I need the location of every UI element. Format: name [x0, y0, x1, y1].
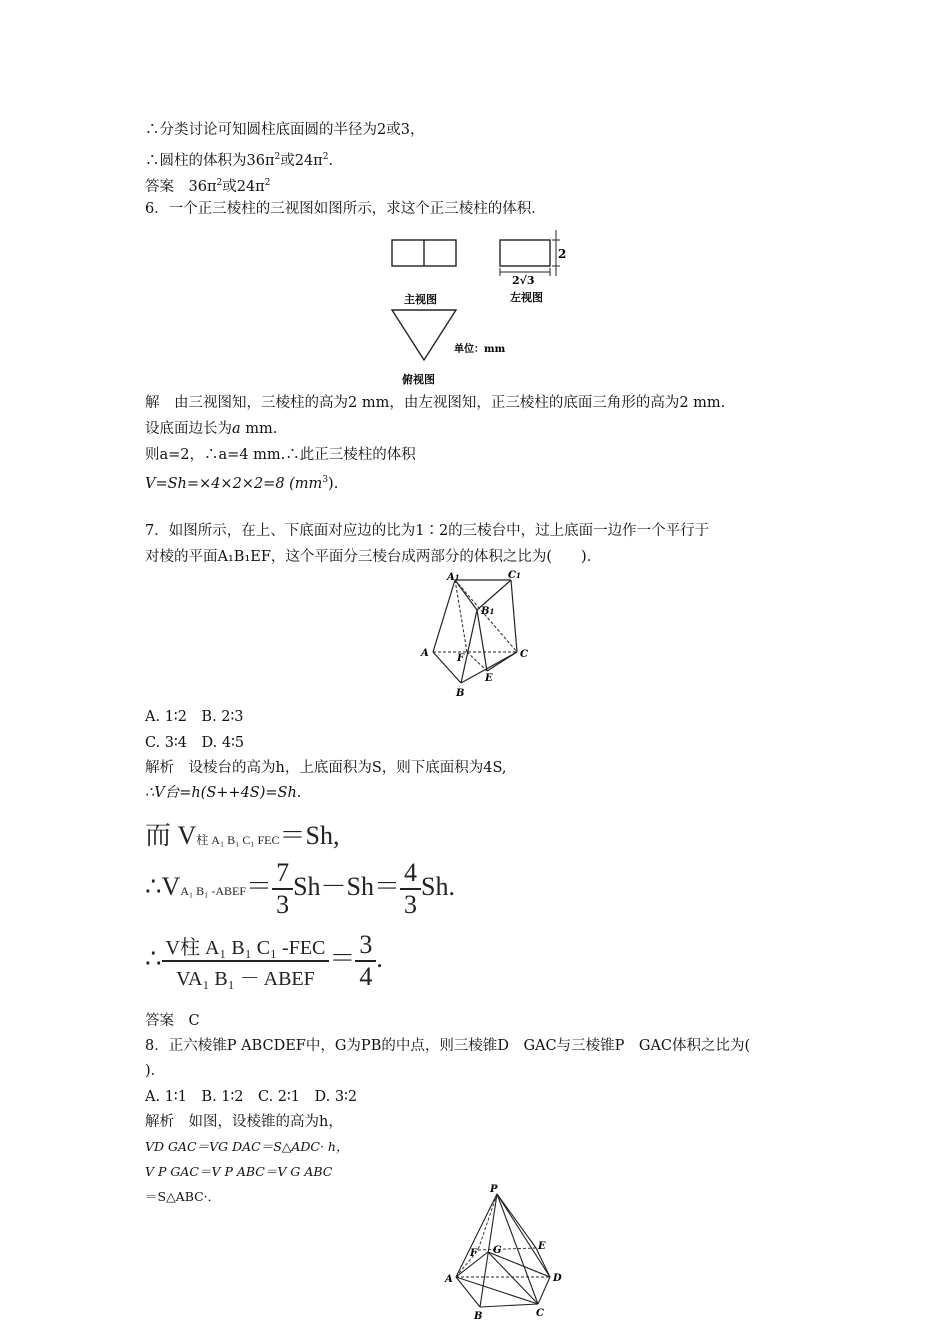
- label-C: C: [536, 1308, 544, 1319]
- question-6-title: 6．一个正三棱柱的三视图如图所示，求这个正三棱柱的体积．: [145, 201, 546, 217]
- q7-formula-1: 而 V柱 A₁ B₁ C₁ FEC＝Sh,: [145, 821, 340, 850]
- label-C: C: [520, 649, 528, 660]
- question-8-title-1: 8．正六棱锥P ABCDEF中，G为PB的中点，则三棱锥D GAC与三棱锥P GAC体积之比为(: [145, 1038, 751, 1054]
- q7-analysis-1: 解析 设棱台的高为h，上底面积为S，则下底面积为4S,: [145, 760, 507, 776]
- q6-solution-1: 解 由三视图知，三棱柱的高为2 mm，由左视图知，正三棱柱的底面三角形的高为2 mm.: [145, 395, 726, 411]
- q8-analysis-3: V P GAC＝V P ABC＝V G ABC: [145, 1164, 333, 1179]
- label-E: E: [485, 673, 493, 684]
- q8-analysis-1: 解析 如图，设棱锥的高为h，: [145, 1114, 343, 1130]
- q8-analysis-4: ＝S△ABC·．: [145, 1189, 221, 1204]
- q6-solution-2: 设底面边长为a mm.: [145, 421, 278, 437]
- question-7-title-2: 对棱的平面A₁B₁EF，这个平面分三棱台成两部分的体积之比为( )．: [145, 549, 602, 565]
- top-view-label: 俯视图: [402, 373, 435, 386]
- side-view-rect: [500, 240, 550, 266]
- label-B: B: [456, 688, 465, 699]
- text-line-radius: ∴分类讨论可知圆柱底面圆的半径为2或3，: [145, 122, 425, 138]
- label-B1: B1: [481, 606, 495, 617]
- label-G: G: [493, 1245, 502, 1256]
- q7-answer: 答案 C: [145, 1013, 200, 1029]
- question-8-title-2: )．: [145, 1063, 166, 1079]
- label-F: F: [470, 1248, 478, 1259]
- label-P: P: [490, 1184, 498, 1195]
- label-C1: C1: [508, 570, 521, 581]
- dim-height-label: 2: [558, 247, 567, 261]
- answer-line-5: 答案 $36\pi^2$或$24\pi^2$: [145, 178, 271, 195]
- label-A1: A1: [447, 572, 460, 583]
- q7-options-cd: C. 3∶4 D. 4∶5: [145, 735, 245, 751]
- label-E: E: [538, 1241, 546, 1252]
- text-line-volume: ∴圆柱的体积为$36\pi^2$或$24\pi^2$.: [145, 152, 334, 169]
- label-A: A: [421, 648, 429, 659]
- front-view-label: 主视图: [404, 293, 437, 306]
- q7-options-ab: A. 1∶2 B. 2∶3: [145, 709, 244, 725]
- three-view-figure: [380, 228, 580, 388]
- question-7-title-1: 7．如图所示，在上、下底面对应边的比为1∶2的三棱台中，过上底面一边作一个平行于: [145, 523, 710, 539]
- side-view-label: 左视图: [510, 291, 543, 304]
- q7-formula-2: ∴VA₁ B₁ -ABEF＝ $\frac{7}{3}$ Sh－Sh＝ $\frac{4}{3}$ Sh.: [145, 858, 455, 919]
- frustum-figure: [415, 568, 535, 700]
- hexagonal-pyramid-figure: [440, 1182, 570, 1322]
- unit-label: 单位：mm: [454, 344, 506, 355]
- q8-options: A. 1∶1 B. 1∶2 C. 2∶1 D. 3∶2: [145, 1089, 358, 1105]
- q6-solution-3: 则a=2，∴a=4 mm.∴此正三棱柱的体积: [145, 447, 416, 463]
- label-B: B: [474, 1311, 483, 1322]
- q8-analysis-2: VD GAC＝VG DAC＝S△ADC· h，: [145, 1139, 349, 1154]
- q6-solution-4: V=Sh=×4×2×2=8 $(mm^3)$.: [145, 475, 339, 492]
- dim-width-label: 2√3: [512, 274, 535, 287]
- q7-analysis-2: ∴V台=h(S++4S)=Sh.: [145, 785, 302, 801]
- label-F: F: [457, 653, 465, 664]
- q7-formula-3: ∴ $\frac{\text{V柱 A₁ B₁ C₁ -FEC}}{\text{VA₁ B₁ － ABEF}}$ ＝ $\frac{3}{4}$ .: [145, 930, 383, 991]
- label-D: D: [553, 1273, 562, 1284]
- top-view-triangle: [392, 310, 456, 360]
- label-A: A: [445, 1274, 453, 1285]
